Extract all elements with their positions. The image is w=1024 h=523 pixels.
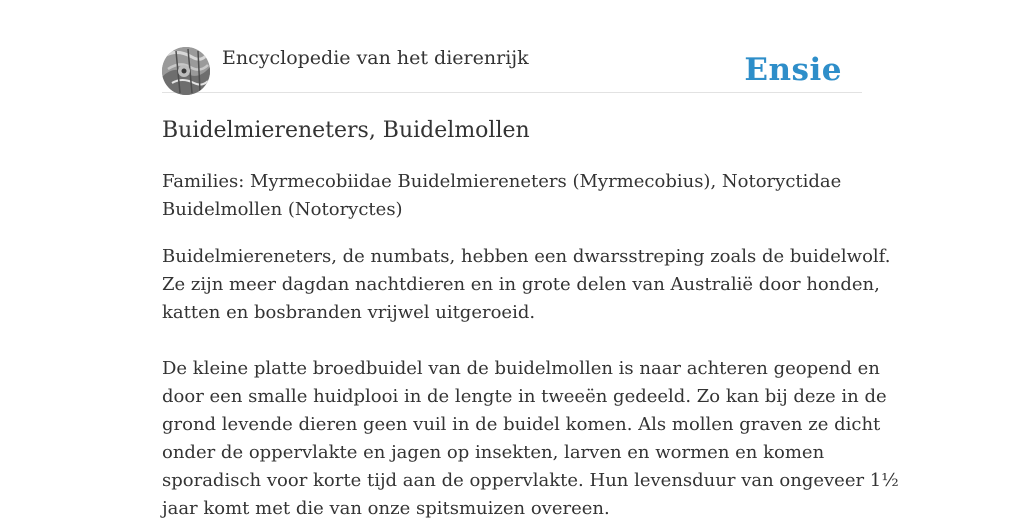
text-line: katten en bosbranden vrijwel uitgeroeid.	[162, 302, 536, 323]
text-line: onder de oppervlakte en jagen op insekten, larven en wormen en komen	[162, 442, 825, 463]
text-line: De kleine platte broedbuidel van de buidelmollen is naar achteren geopend en	[162, 358, 880, 379]
families-text	[162, 168, 862, 224]
article-page	[162, 0, 899, 519]
paragraph-1	[162, 243, 891, 327]
page-header	[162, 0, 862, 93]
source-title[interactable]: Encyclopedie van het dierenrijk	[222, 47, 529, 69]
article-title: Buidelmiereneters, Buidelmollen	[162, 118, 530, 143]
text-line: door een smalle huidplooi in de lengte in tweeën gedeeld. Zo kan bij deze in de	[162, 386, 887, 407]
text-line: Families: Myrmecobiidae Buidelmiereneters (Myrmecobius), Notoryctidae	[162, 171, 842, 192]
text-line: Buidelmollen (Notoryctes)	[162, 199, 403, 220]
text-line: sporadisch voor korte tijd aan de oppervlakte. Hun levensduur van ongeveer 1½	[162, 470, 899, 491]
text-line: jaar komt met die van onze spitsmuizen overeen.	[162, 498, 610, 519]
animal-photo-icon	[162, 47, 210, 95]
brand-logo[interactable]: Ensie	[744, 52, 842, 88]
paragraph-2	[162, 355, 899, 523]
text-line: grond levende dieren geen vuil in de buidel komen. Als mollen graven ze dicht	[162, 414, 881, 435]
source-avatar-icon[interactable]	[162, 47, 210, 95]
text-line: Buidelmiereneters, de numbats, hebben een dwarsstreping zoals de buidelwolf.	[162, 246, 891, 267]
text-line: Ze zijn meer dagdan nachtdieren en in grote delen van Australië door honden,	[162, 274, 880, 295]
